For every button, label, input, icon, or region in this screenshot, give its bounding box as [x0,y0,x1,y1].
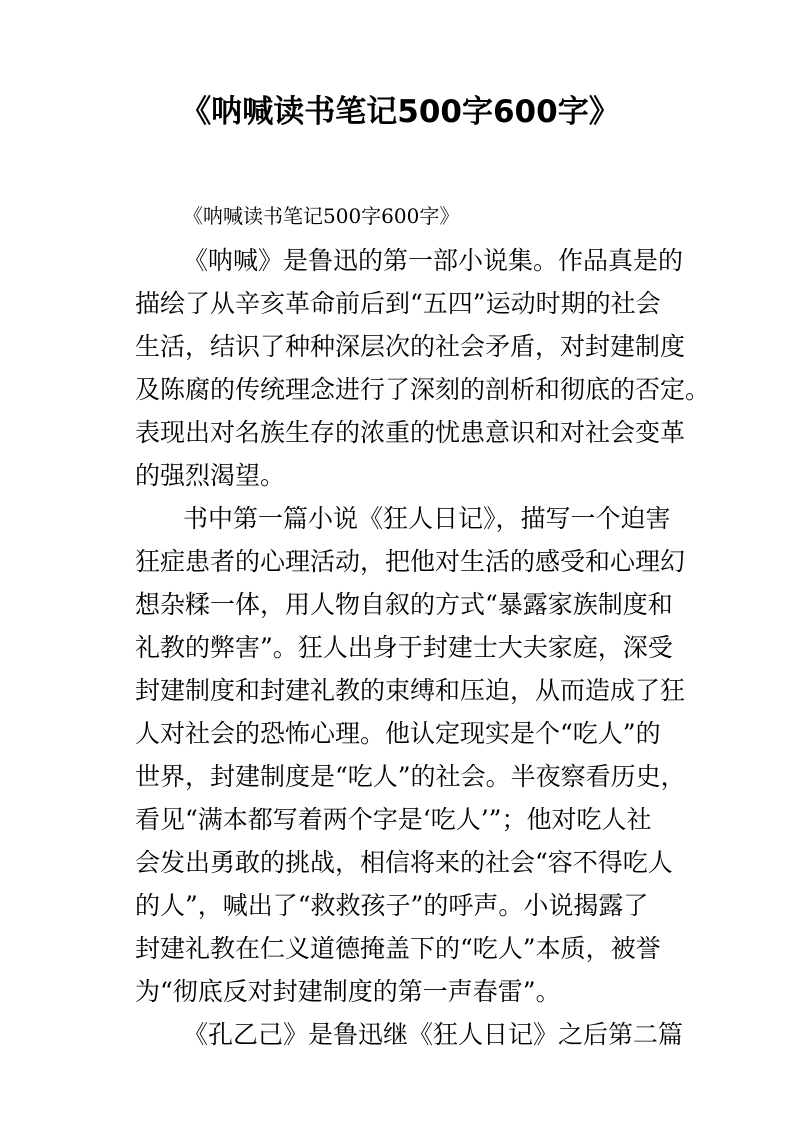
paragraph-line: 书中第一篇小说《狂人日记》，描写一个迫害 [183,504,671,533]
subtitle-line: 《呐喊读书笔记500字600字》 [183,204,460,228]
paragraph-line: 表现出对名族生存的浓重的忧患意识和对社会变革 [135,418,686,447]
paragraph-line: 狂症患者的心理活动，把他对生活的感受和心理幻 [135,547,686,576]
paragraph-line: 的强烈渴望。 [135,461,286,490]
paragraph-line: 会发出勇敢的挑战，相信将来的社会“容不得吃人 [135,848,673,877]
paragraph-1 [135,239,711,497]
paragraph-line: 世界，封建制度是“吃人”的社会。半夜察看历史， [135,762,686,791]
paragraph-line: 封建制度和封建礼教的束缚和压迫，从而造成了狂 [135,676,686,705]
paragraph-line: 的人”，喊出了“救救孩子”的呼声。小说揭露了 [135,891,649,920]
paragraph-line: 《孔乙己》是鲁迅继《狂人日记》之后第二篇 [183,1020,684,1049]
paragraph-line: 封建礼教在仁义道德掩盖下的“吃人”本质，被誉 [135,934,661,963]
paragraph-line: 及陈腐的传统理念进行了深刻的剖析和彻底的否定。 [135,375,711,404]
paragraph-line: 想杂糅一体，用人物自叙的方式“暴露家族制度和 [135,590,673,619]
paragraph-line: 礼教的弊害”。狂人出身于封建士大夫家庭，深受 [135,633,673,662]
paragraph-line: 看见“满本都写着两个字是‘吃人’”；他对吃人社 [135,805,652,834]
paragraph-line: 为“彻底反对封建制度的第一声春雷”。 [135,977,561,1006]
paragraph-2 [135,497,686,1013]
paragraph-line: 《呐喊》是鲁迅的第一部小说集。作品真是的 [183,246,684,275]
paragraph-3 [135,1013,684,1056]
paragraph-line: 人对社会的恐怖心理。他认定现实是个“吃人”的 [135,719,661,748]
paragraph-line: 生活，结识了种种深层次的社会矛盾，对封建制度 [135,332,686,361]
paragraph-line: 描绘了从辛亥革命前后到“五四”运动时期的社会 [135,289,661,318]
document-body [135,194,711,1056]
document-title: 《呐喊读书笔记500字600字》 [180,94,620,130]
